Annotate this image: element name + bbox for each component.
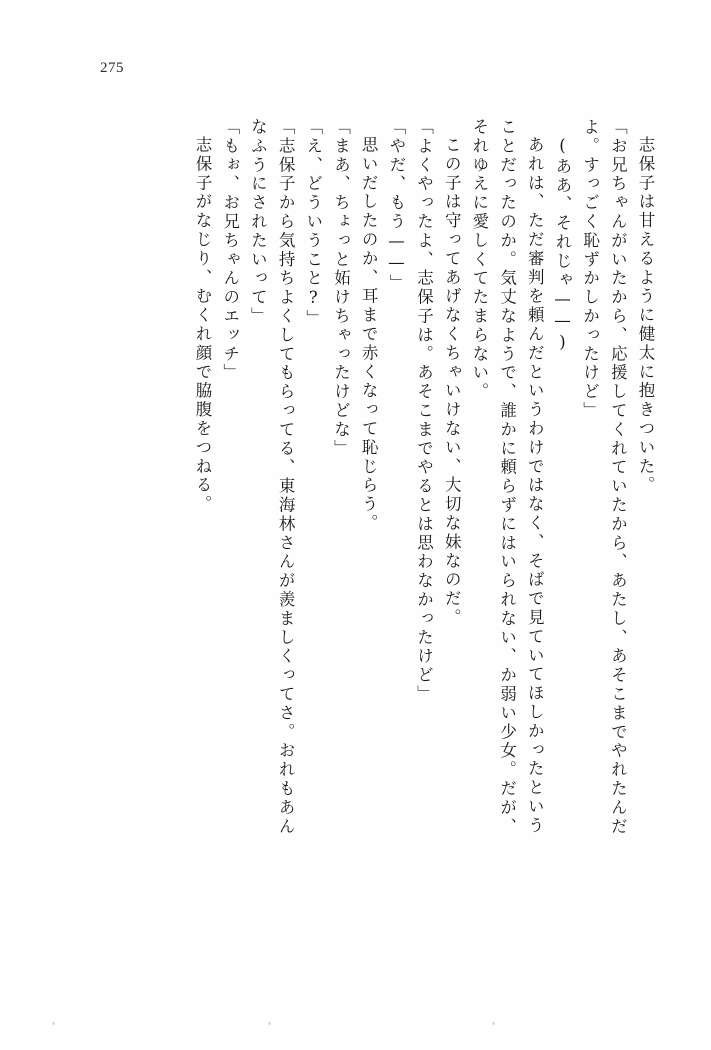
text-line: それゆえに愛しくてたまらない。 [469, 118, 489, 402]
footer-dot [52, 1022, 55, 1025]
text-line: 「まあ、ちょっと妬けちゃったけどな」 [331, 118, 351, 459]
text-line: なふうにされたいって」 [248, 118, 268, 326]
text-line: 「志保子から気持ちよくしてもらってる、東海林さんが羨ましくってさ。おれもあん [276, 118, 296, 837]
text-line: あれは、ただ審判を頼んだというわけではなく、そばで見ていてほしかったという [525, 136, 545, 836]
page-number: 275 [100, 60, 124, 76]
text-line: 志保子は甘えるように健太に抱きついた。 [636, 136, 655, 496]
text-line: ことだったのか。気丈なようで、誰かに頼らずにはいられない、か弱い少女。だが、 [497, 118, 517, 837]
footer-dot [492, 1022, 495, 1025]
vertical-text-body [93, 118, 653, 948]
footer-dot [268, 1022, 271, 1025]
text-line: この子は守ってあげなくちゃいけない、大切な妹なのだ。 [442, 136, 462, 628]
text-line: 思いだしたのか、耳まで赤くなって恥じらう。 [359, 136, 379, 533]
text-line: (ああ、それじゃ——) [552, 136, 572, 354]
text-line: よ。すっごく恥ずかしかったけど」 [580, 118, 600, 421]
text-line: 「お兄ちゃんがいたから、応援してくれていたから、あたし、あそこまでやれたんだ [608, 118, 628, 837]
footer-decoration [0, 1018, 711, 1028]
text-line: 志保子がなじり、むくれ顔で脇腹をつねる。 [193, 136, 212, 514]
text-line: 「もぉ、お兄ちゃんのエッチ」 [220, 118, 240, 383]
text-line: 「え、どういうこと?」 [303, 118, 323, 329]
text-line: 「よくやったよ、志保子は。あそこまでやるとは思わなかったけど」 [414, 118, 434, 704]
text-line: 「やだ、もう——」 [386, 118, 406, 294]
